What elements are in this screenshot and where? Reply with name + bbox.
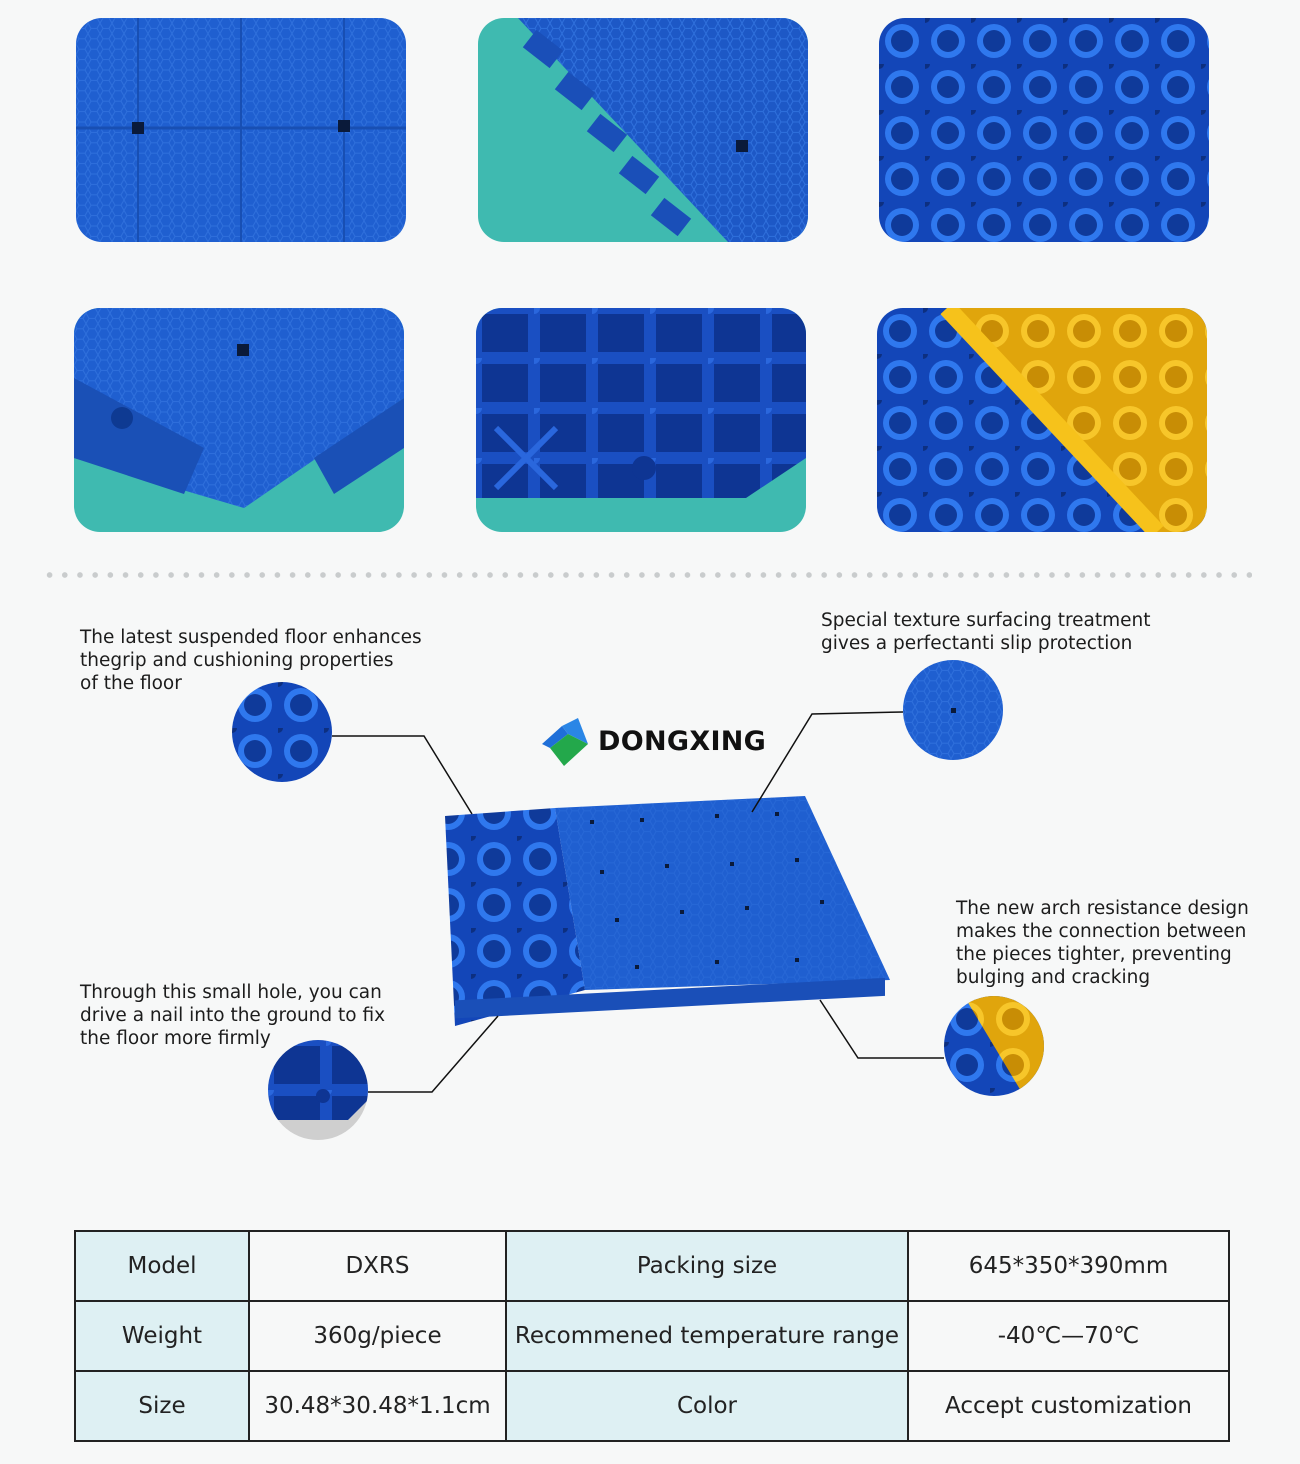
detail-circle-joint <box>944 996 1044 1096</box>
dotted-divider <box>42 572 1252 578</box>
photo-tile-grid-blue <box>879 18 1209 242</box>
brand-name: DONGXING <box>598 725 767 757</box>
table-row <box>75 1301 1229 1371</box>
photo-tile-underside <box>476 308 806 532</box>
cell-size-value: 30.48*30.48*1.1cm <box>249 1371 506 1441</box>
cell-color-label: Color <box>506 1371 908 1441</box>
callout-suspended-floor: The latest suspended floor enhances thegrip and cushioning properties of the floor <box>80 627 422 694</box>
callout-texture-surface: Special texture surfacing treatment gives a perfectanti slip protection <box>821 610 1151 654</box>
cell-color-value: Accept customization <box>908 1371 1229 1441</box>
brand-logo <box>538 714 766 768</box>
table-row <box>75 1231 1229 1301</box>
photo-tile-corner-teal <box>74 308 404 532</box>
photo-tile-edge-teal <box>478 18 808 242</box>
cell-model-label: Model <box>75 1231 249 1301</box>
table-row <box>75 1371 1229 1441</box>
callout-arch-resistance: The new arch resistance design makes the connection between the pieces tighter, preventing bulging and cracking <box>956 898 1249 988</box>
cell-temp-value: -40℃—70℃ <box>908 1301 1229 1371</box>
callout-nail-hole: Through this small hole, you can drive a nail into the ground to fix the floor more firmly <box>80 982 386 1049</box>
detail-circle-grid <box>232 682 332 782</box>
cell-model-value: DXRS <box>249 1231 506 1301</box>
cell-size-label: Size <box>75 1371 249 1441</box>
detail-circle-surface <box>903 660 1003 760</box>
spec-table <box>74 1230 1230 1442</box>
photo-tile-blue-yellow-joint <box>877 308 1207 532</box>
photo-tile-top-surface <box>76 18 406 242</box>
cell-temp-label: Recommened temperature range <box>506 1301 908 1371</box>
detail-circle-nail-hole <box>268 1040 368 1140</box>
cell-packing-value: 645*350*390mm <box>908 1231 1229 1301</box>
cell-weight-value: 360g/piece <box>249 1301 506 1371</box>
cell-weight-label: Weight <box>75 1301 249 1371</box>
cell-packing-label: Packing size <box>506 1231 908 1301</box>
dongxing-logo-icon <box>538 714 592 768</box>
main-tile-illustration <box>425 790 895 1030</box>
